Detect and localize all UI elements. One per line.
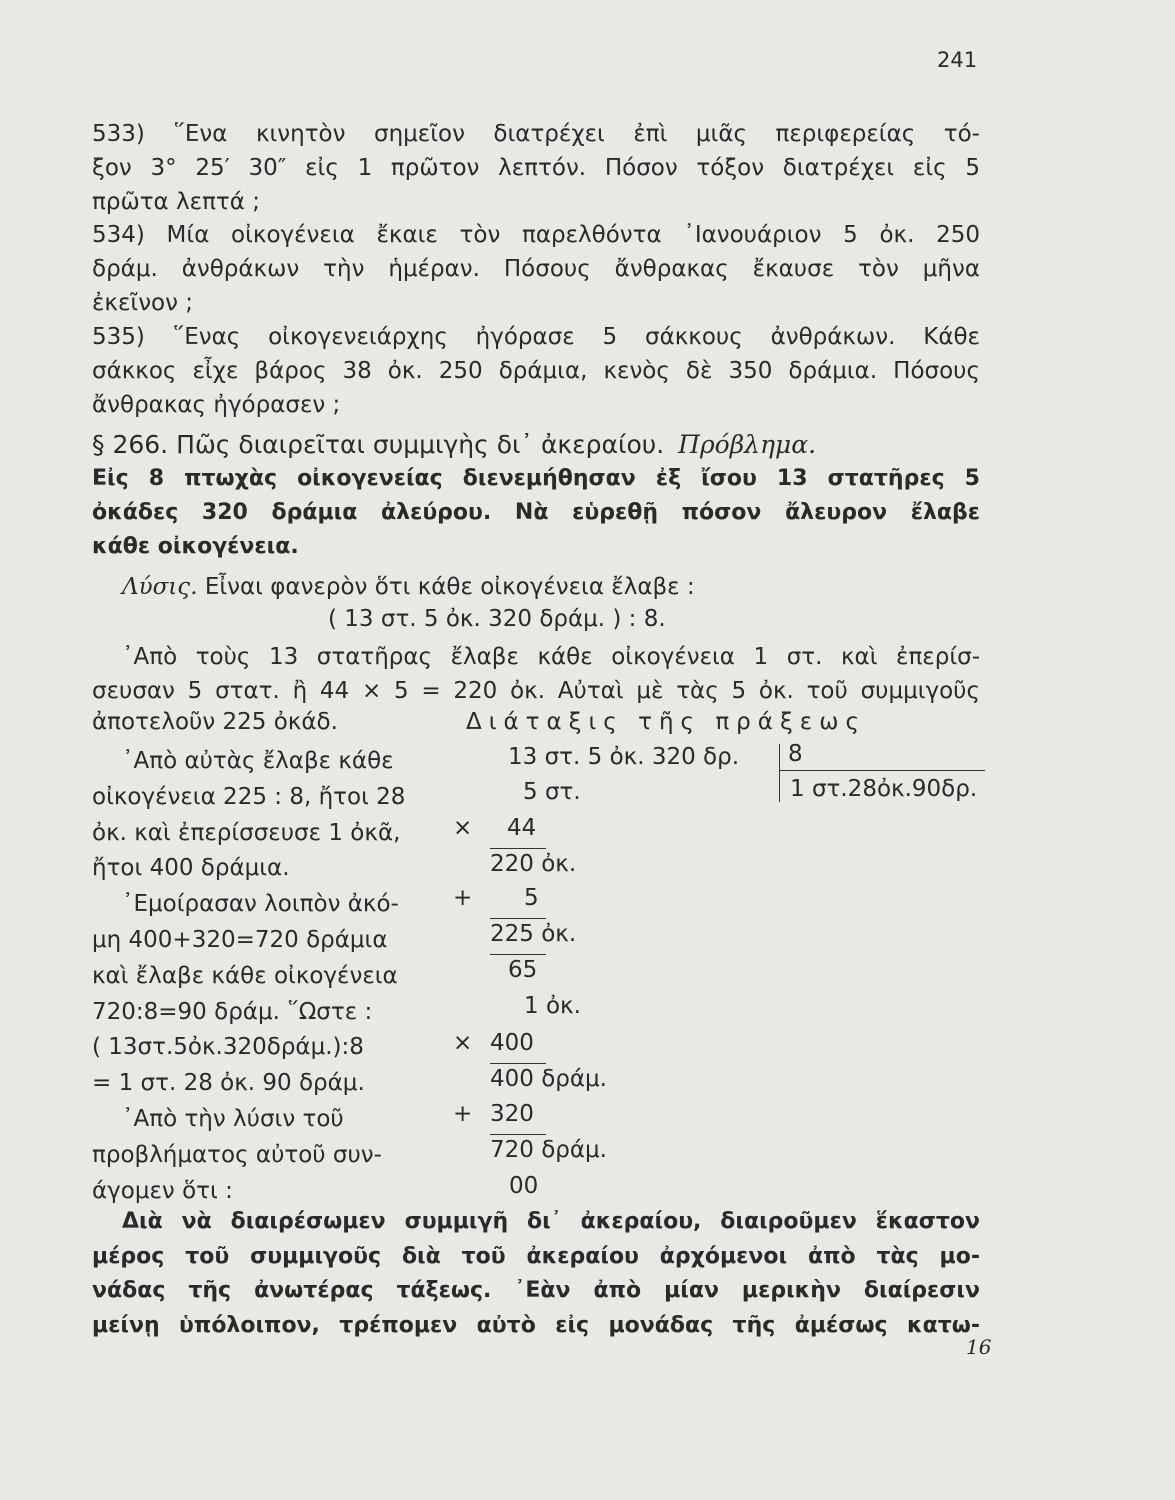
solution-formula: ( 13 στ. 5 ὀκ. 320 δράμ. ) : 8. <box>328 606 666 632</box>
page-number: 241 <box>937 48 978 72</box>
text-line: 720:8=90 δράμ. ῞Ωστε : <box>92 998 373 1025</box>
division-quotient: 1 στ.28ὀκ.90δρ. <box>790 776 978 802</box>
text-line: ἄνθρακας ἠγόρασεν ; <box>92 392 341 418</box>
section-heading: Πῶς διαιρεῖται συμμιγὴς δι᾽ ἀκεραίου. <box>176 430 665 459</box>
rule-paragraph <box>92 1205 980 1343</box>
division-row: 5 <box>524 885 539 911</box>
problem-statement <box>92 462 980 564</box>
division-row: 400 <box>490 1030 534 1056</box>
text-line: μέρος τοῦ συμμιγοῦς διὰ τοῦ ἀκεραίου ἀρχόμενοι ἀπὸ τὰς μο- <box>92 1243 980 1269</box>
division-row: 220 ὀκ. <box>490 851 577 877</box>
text-line: Διὰ νὰ διαιρέσωμεν συμμιγῆ δι᾽ ἀκεραίου, διαιροῦμεν ἕκαστον <box>122 1209 980 1234</box>
text-line: 534) Μία οἰκογένεια ἔκαιε τὸν παρελθόντα ᾽Ιανουάριον 5 ὀκ. 250 <box>92 222 980 248</box>
division-row: 65 <box>508 957 538 983</box>
text-line: οἰκογένεια 225 : 8, ἤτοι 28 <box>92 783 406 810</box>
division-row: 5 στ. <box>523 779 581 805</box>
solution-last-line: ἀποτελοῦν 225 ὀκάδ. <box>92 709 338 735</box>
text-line: ὀκ. καὶ ἐπερίσσευσε 1 ὀκᾶ, <box>92 819 401 846</box>
text-line: = 1 στ. 28 ὀκ. 90 δράμ. <box>92 1070 365 1097</box>
division-row: 400 δράμ. <box>490 1066 607 1092</box>
division-dividend: 13 στ. 5 ὀκ. 320 δρ. <box>508 744 740 770</box>
problem-534 <box>92 218 980 320</box>
division-row: 720 δράμ. <box>490 1137 607 1163</box>
problem-535 <box>92 320 980 422</box>
text-line: μείνῃ ὑπόλοιπον, τρέπομεν αὐτὸ εἰς μονάδας τῆς ἀμέσως κατω- <box>92 1312 980 1338</box>
division-divisor: 8 <box>788 741 803 767</box>
division-row: 00 <box>509 1173 539 1199</box>
sum-line <box>490 1134 546 1135</box>
text-line: ᾽Εμοίρασαν λοιπὸν ἀκό- <box>122 891 399 918</box>
text-line: σάκκος εἶχε βάρος 38 ὀκ. 250 δράμια, κενὸς δὲ 350 δράμια. Πόσους <box>92 358 980 384</box>
plus-sign: + <box>453 1101 473 1127</box>
text-line: ἤτοι 400 δράμια. <box>92 855 290 882</box>
plus-sign: + <box>453 885 473 911</box>
section-number: § 266. <box>92 430 169 459</box>
text-line: ἐκεῖνον ; <box>92 290 194 316</box>
arrangement-title: Διάταξις τῆς πράξεως <box>466 709 866 735</box>
text-line: Εἰς 8 πτωχὰς οἰκογενείας διενεμήθησαν ἐξ ἴσου 13 στατῆρες 5 <box>92 466 980 491</box>
division-divisor-line <box>779 770 985 771</box>
division-row: 225 ὀκ. <box>490 921 577 947</box>
text-line: κάθε οἰκογένεια. <box>92 534 299 559</box>
text-line: ( 13στ.5ὀκ.320δράμ.):8 <box>92 1034 364 1061</box>
explanation-column <box>92 744 452 1209</box>
division-row: 320 <box>490 1101 534 1127</box>
solution-label: Λύσις. <box>122 574 198 600</box>
sum-line <box>490 954 546 955</box>
problem-533 <box>92 117 980 219</box>
text-line: δράμ. ἀνθράκων τὴν ἡμέραν. Πόσους ἄνθρακας ἔκαυσε τὸν μῆνα <box>92 256 980 282</box>
text-line: ᾽Απὸ αὐτὰς ἔλαβε κάθε <box>122 748 394 774</box>
solution-paragraph <box>92 640 980 708</box>
text-line: σευσαν 5 στατ. ἢ 44 × 5 = 220 ὀκ. Αὐταὶ μὲ τὰς 5 ὀκ. τοῦ συμμιγοῦς <box>92 678 980 704</box>
text-line: ᾽Απὸ τοὺς 13 στατῆρας ἔλαβε κάθε οἰκογένεια 1 στ. καὶ ἐπερίσ- <box>122 644 980 670</box>
text-line: πρῶτα λεπτά ; <box>92 189 260 215</box>
text-line: καὶ ἔλαβε κάθε οἰκογένεια <box>92 962 398 989</box>
problem-label: Πρόβλημα. <box>678 430 817 459</box>
division-row: 44 <box>507 815 537 841</box>
sum-line <box>490 848 546 849</box>
text-line: ξον 3° 25′ 30″ εἰς 1 πρῶτον λεπτόν. Πόσον τόξον διατρέχει εἰς 5 <box>92 155 980 181</box>
division-row: 1 ὀκ. <box>524 993 581 1019</box>
sheet-mark: 16 <box>966 1335 992 1359</box>
text-line: προβλήματος αὐτοῦ συν- <box>92 1141 382 1168</box>
text-line: ᾽Απὸ τὴν λύσιν τοῦ <box>122 1105 344 1132</box>
text-line: 535) ῞Ενας οἰκογενειάρχης ἠγόρασε 5 σάκκους ἀνθράκων. Κάθε <box>92 324 980 350</box>
multiply-sign: × <box>453 815 473 841</box>
text-line: 533) ῞Ενα κινητὸν σημεῖον διατρέχει ἐπὶ μιᾶς περιφερείας τό- <box>92 121 980 147</box>
text-line: μη 400+320=720 δράμια <box>92 926 388 953</box>
text-line: νάδας τῆς ἀνωτέρας τάξεως. ᾽Εὰν ἀπὸ μίαν μερικὴν διαίρεσιν <box>92 1278 980 1303</box>
section-heading-line <box>92 430 816 459</box>
division-vertical-line <box>779 744 780 802</box>
solution-intro <box>122 574 695 600</box>
text-line: άγομεν ὅτι : <box>92 1177 233 1204</box>
sum-line <box>490 1063 546 1064</box>
multiply-sign: × <box>453 1030 473 1056</box>
solution-intro-text: Εἶναι φανερὸν ὅτι κάθε οἰκογένεια ἔλαβε : <box>204 574 695 600</box>
text-line: ὀκάδες 320 δράμια ἀλεύρου. Νὰ εὑρεθῇ πόσον ἄλευρον ἔλαβε <box>92 500 980 525</box>
sum-line <box>490 918 546 919</box>
